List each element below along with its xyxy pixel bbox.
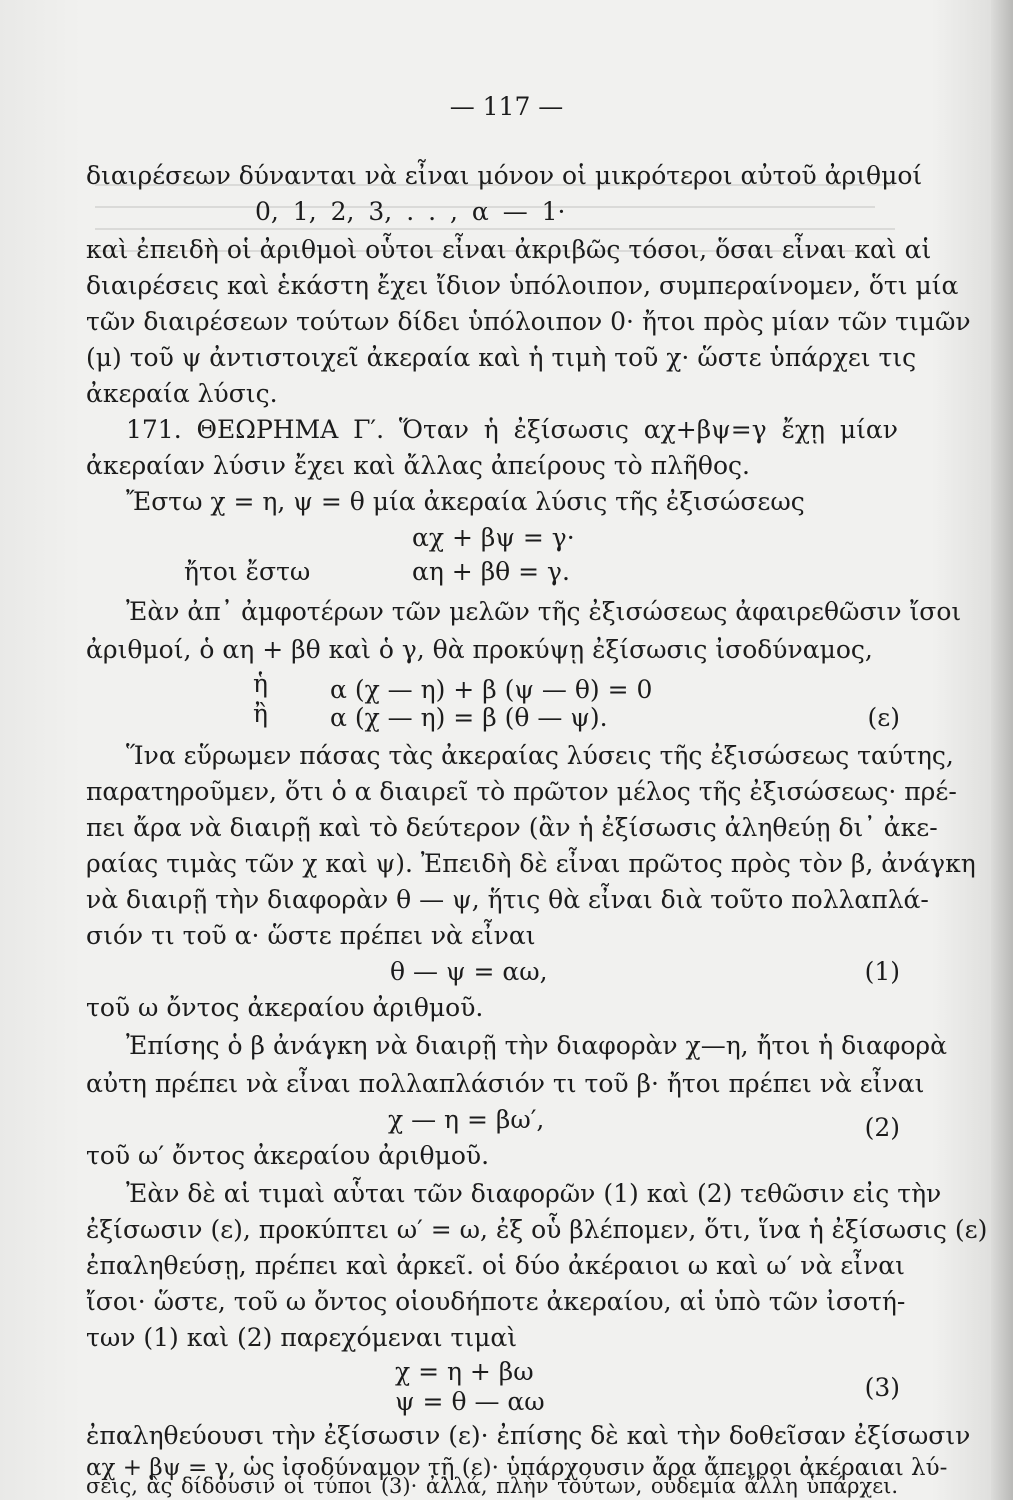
page-number: — 117 — — [449, 92, 564, 121]
equation-3a: χ = η + βω — [395, 1357, 534, 1386]
equation-2: χ — η = βω′, — [388, 1105, 545, 1134]
text-line: των (1) καὶ (2) παρεχόμεναι τιμαὶ — [86, 1323, 518, 1352]
text-line: Ἐπίσης ὁ β ἀνάγκη νὰ διαιρῇ τὴν διαφορὰν χ—η, ἤτοι ἡ διαφορὰ — [126, 1031, 947, 1060]
equation-sequence: 0, 1, 2, 3, . . , α — 1· — [255, 197, 566, 226]
text-line: νὰ διαιρῇ τὴν διαφορὰν θ — ψ, ἥτις θὰ εἶναι διὰ τοῦτο πολλαπλά- — [86, 885, 929, 914]
text-line: σιόν τι τοῦ α· ὥστε πρέπει νὰ εἶναι — [86, 921, 536, 950]
text-line: ἀκεραίαν λύσιν ἔχει καὶ ἄλλας ἀπείρους τὸ πλῆθος. — [86, 451, 750, 480]
equation-e: α (χ — η) = β (θ — ψ). — [330, 703, 608, 732]
text-line: τοῦ ω ὄντος ἀκεραίου ἀριθμοῦ. — [86, 993, 484, 1022]
text-line: διαιρέσεις καὶ ἑκάστη ἔχει ἴδιον ὑπόλοιπον, συμπεραίνομεν, ὅτι μία — [86, 271, 959, 300]
text-line: ἀριθμοί, ὁ αη + βθ καὶ ὁ γ, θὰ προκύψῃ ἐξίσωσις ἰσοδύναμος, — [86, 635, 873, 664]
text-line: ραίας τιμὰς τῶν χ καὶ ψ). Ἐπειδὴ δὲ εἶναι πρῶτος πρὸς τὸν β, ἀνάγκη — [86, 849, 976, 878]
equation-connector: ἡ — [253, 669, 268, 698]
text-line: Ἵνα εὕρωμεν πάσας τὰς ἀκεραίας λύσεις τῆς ἐξισώσεως ταύτης, — [126, 741, 954, 770]
equation-3b: ψ = θ — αω — [395, 1387, 545, 1416]
equation-general: αχ + βψ = γ· — [412, 523, 575, 552]
text-line: Ἐὰν ἀπ᾽ ἀμφοτέρων τῶν μελῶν τῆς ἐξισώσεως ἀφαιρεθῶσιν ἴσοι — [126, 597, 962, 626]
equation-number: (2) — [864, 1113, 900, 1142]
text-line: ἴσοι· ὥστε, τοῦ ω ὄντος οἱουδήποτε ἀκεραίου, αἱ ὑπὸ τῶν ἰσοτή- — [86, 1287, 906, 1316]
equation-connector: ἢ — [253, 699, 268, 728]
text-line: Ἔστω χ = η, ψ = θ μία ἀκεραία λύσις τῆς ἐξισώσεως — [126, 487, 805, 516]
text-line: παρατηροῦμεν, ὅτι ὁ α διαιρεῖ τὸ πρῶτον μέλος τῆς ἐξισώσεως· πρέ- — [86, 777, 957, 806]
equation-number: (3) — [864, 1373, 900, 1402]
text-line: καὶ ἐπειδὴ οἱ ἀριθμοὶ οὗτοι εἶναι ἀκριβῶς τόσοι, ὅσαι εἶναι καὶ αἱ — [86, 235, 932, 264]
page-edge-shadow — [991, 0, 1013, 1500]
text-line: ἐπαληθεύουσι τὴν ἐξίσωσιν (ε)· ἐπίσης δὲ καὶ τὴν δοθεῖσαν ἐξίσωσιν — [86, 1421, 971, 1450]
equation-label: ἤτοι ἔστω — [184, 557, 311, 586]
equation-number: (ε) — [867, 703, 900, 732]
equation-difference: α (χ — η) + β (ψ — θ) = 0 — [330, 675, 653, 704]
equation-number: (1) — [864, 957, 900, 986]
text-line: αχ + βψ = γ, ὡς ἰσοδύναμον τῇ (ε)· ὑπάρχουσιν ἄρα ἄπειροι ἀκέραιαι λύ- — [86, 1455, 948, 1481]
text-line: (μ) τοῦ ψ ἀντιστοιχεῖ ἀκεραία καὶ ἡ τιμὴ τοῦ χ· ὥστε ὑπάρχει τις — [86, 343, 917, 372]
text-line: ἀκεραία λύσις. — [86, 379, 278, 408]
theorem-heading: 171. ΘΕΩΡΗΜΑ Γ′. Ὅταν ἡ ἐξίσωσις αχ+βψ=γ ἔχῃ μίαν — [126, 415, 898, 444]
text-line: τοῦ ω′ ὄντος ἀκεραίου ἀριθμοῦ. — [86, 1141, 490, 1170]
text-line: ἐξίσωσιν (ε), προκύπτει ω′ = ω, ἐξ οὗ βλέπομεν, ὅτι, ἵνα ἡ ἐξίσωσις (ε) — [86, 1215, 988, 1244]
text-line: πει ἄρα νὰ διαιρῇ καὶ τὸ δεύτερον (ἂν ἡ ἐξίσωσις ἀληθεύῃ δι᾽ ἀκε- — [86, 813, 938, 842]
text-line: ἐπαληθεύσῃ, πρέπει καὶ ἀρκεῖ. οἱ δύο ἀκέραιοι ω καὶ ω′ νὰ εἶναι — [86, 1251, 905, 1280]
text-line: Ἐὰν δὲ αἱ τιμαὶ αὗται τῶν διαφορῶν (1) καὶ (2) τεθῶσιν εἰς τὴν — [126, 1179, 942, 1208]
text-line: διαιρέσεων δύνανται νὰ εἶναι μόνον οἱ μικρότεροι αὐτοῦ ἀριθμοί — [86, 161, 923, 190]
text-line: αὐτη πρέπει νὰ εἶναι πολλαπλάσιόν τι τοῦ β· ἤτοι πρέπει νὰ εἶναι — [86, 1069, 925, 1098]
equation-particular: αη + βθ = γ. — [412, 557, 570, 586]
text-line: τῶν διαιρέσεων τούτων δίδει ὑπόλοιπον 0· ἤτοι πρὸς μίαν τῶν τιμῶν — [86, 307, 971, 336]
text-line: σεις, ἃς δίδουσιν οἱ τύποι (3)· ἀλλά, πλὴν τούτων, οὐδεμία ἄλλη ὑπάρχει. — [86, 1474, 898, 1498]
equation-1: θ — ψ = αω, — [390, 957, 548, 986]
